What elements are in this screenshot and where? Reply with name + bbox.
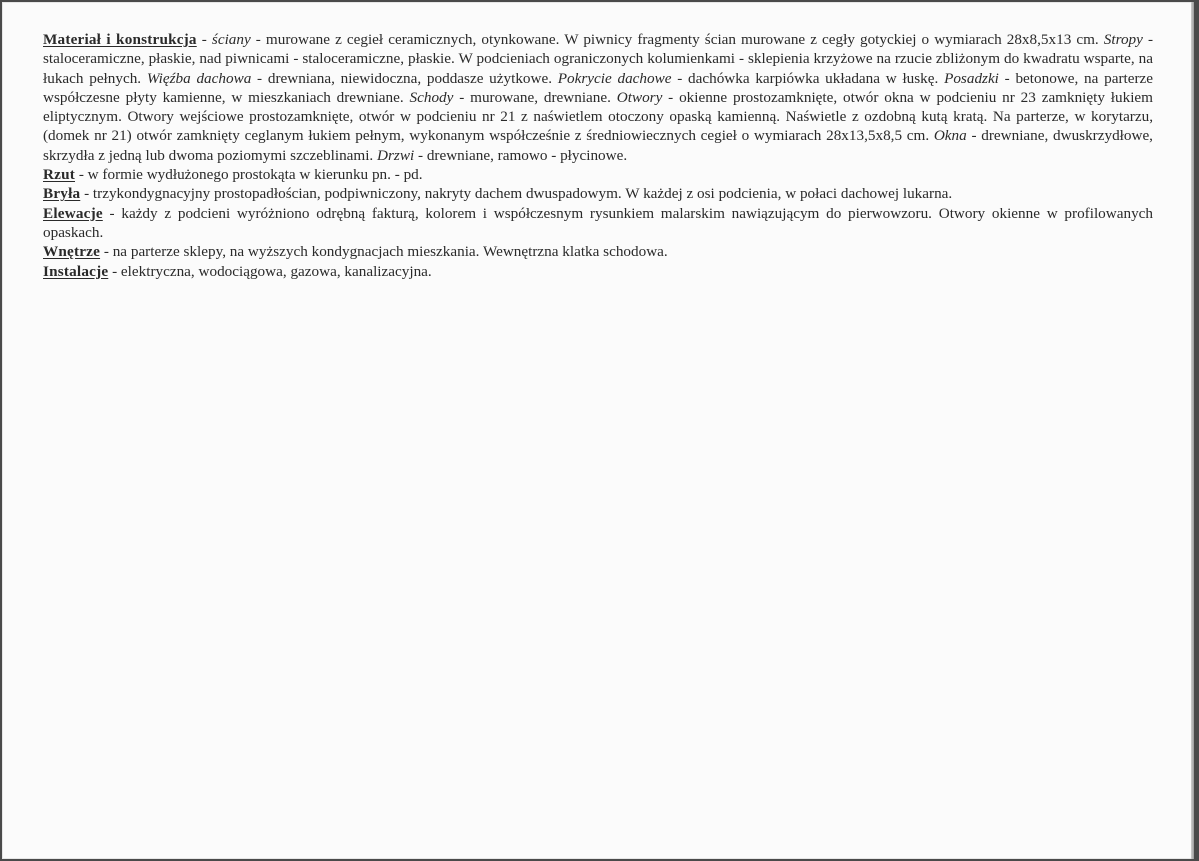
section-plan: [43, 165, 1153, 184]
section-heading: Materiał i konstrukcja: [43, 31, 197, 48]
section-heading: Wnętrze: [43, 243, 101, 261]
term-doors: Drzwi: [377, 146, 415, 164]
section-text: - każdy z podcieni wyróżniono odrębną fakturą, kolorem i współczesnym rysunkiem malarskim nawiązującym do pierwowzoru. Otwory okienne w profilowanych opaskach.: [43, 204, 1153, 241]
section-text: - staloceramiczne, płaskie, nad piwnicami - staloceramiczne, płaskie. W podcieniach ograniczonych kolumienkami - sklepienia krzyżowe na rzucie zbliżonym do kwadratu wsparte, na łukach pełnych.: [43, 31, 1153, 87]
section-heading: Instalacje: [43, 262, 109, 280]
section-heading: Bryła: [43, 185, 81, 203]
term-openings: Otwory: [616, 88, 663, 106]
term-floors: Posadzki: [944, 69, 999, 87]
section-text: - okienne prostozamknięte, otwór okna w podcieniu nr 23 zamknięty łukiem eliptycznym. Otwory wejściowe prostozamknięte, otwór w podcieniu nr 21 z naświetlem otoczony opaską kamienną. Naświetle z ozdobną kutą kratą. Na parterze, w korytarzu, (domek nr 21) otwór zamknięty ceglanym łukiem pełnym, wykonanym współcześnie z średniowiecznych cegieł o wymiarach 28x13,5x8,5 cm.: [43, 88, 1153, 145]
section-text: - dachówka karpiówka układana w łuskę.: [671, 69, 945, 87]
term-stairs: Schody: [409, 88, 454, 106]
section-text: - na parterze sklepy, na wyższych kondygnacjach mieszkania. Wewnętrzna klatka schodowa.: [100, 243, 668, 261]
term-roof-truss: Więźba dachowa: [146, 69, 252, 87]
section-text: - elektryczna, wodociągowa, gazowa, kanalizacyjna.: [108, 262, 432, 280]
document-body: [43, 30, 1153, 281]
term-ceilings: Stropy: [1103, 31, 1143, 48]
section-elevations: [43, 204, 1153, 243]
section-material-construction: [43, 30, 1153, 165]
section-interior: [43, 242, 1153, 261]
term-windows: Okna: [933, 127, 967, 145]
section-heading: Elewacje: [43, 204, 103, 222]
section-text: - w formie wydłużonego prostokąta w kierunku pn. - pd.: [75, 166, 423, 184]
section-text: - murowane z cegieł ceramicznych, otynkowane. W piwnicy fragmenty ścian murowane z cegły gotyckiej o wymiarach 28x8,5x13 cm.: [250, 31, 1104, 48]
section-text: - drewniana, niewidoczna, poddasze użytkowe.: [251, 69, 558, 87]
section-massing: [43, 184, 1153, 203]
section-heading: Rzut: [43, 166, 76, 184]
section-text: - trzykondygnacyjny prostopadłościan, podpiwniczony, nakryty dachem dwuspadowym. W każdej z osi podcienia, w połaci dachowej lukarna.: [80, 185, 953, 203]
document-page: [2, 2, 1194, 859]
term-roof-covering: Pokrycie dachowe: [557, 69, 672, 87]
section-installations: [43, 262, 1153, 281]
section-text: - betonowe, na parterze współczesne płyty kamienne, w mieszkaniach drewniane.: [43, 69, 1154, 106]
section-text: - drewniane, ramowo - płycinowe.: [414, 146, 628, 164]
section-text: -: [196, 31, 212, 48]
section-text: - murowane, drewniane.: [453, 88, 617, 106]
section-text: - drewniane, dwuskrzydłowe, skrzydła z jedną lub dwoma poziomymi szczeblinami.: [43, 127, 1153, 164]
term-walls: ściany: [211, 31, 251, 48]
